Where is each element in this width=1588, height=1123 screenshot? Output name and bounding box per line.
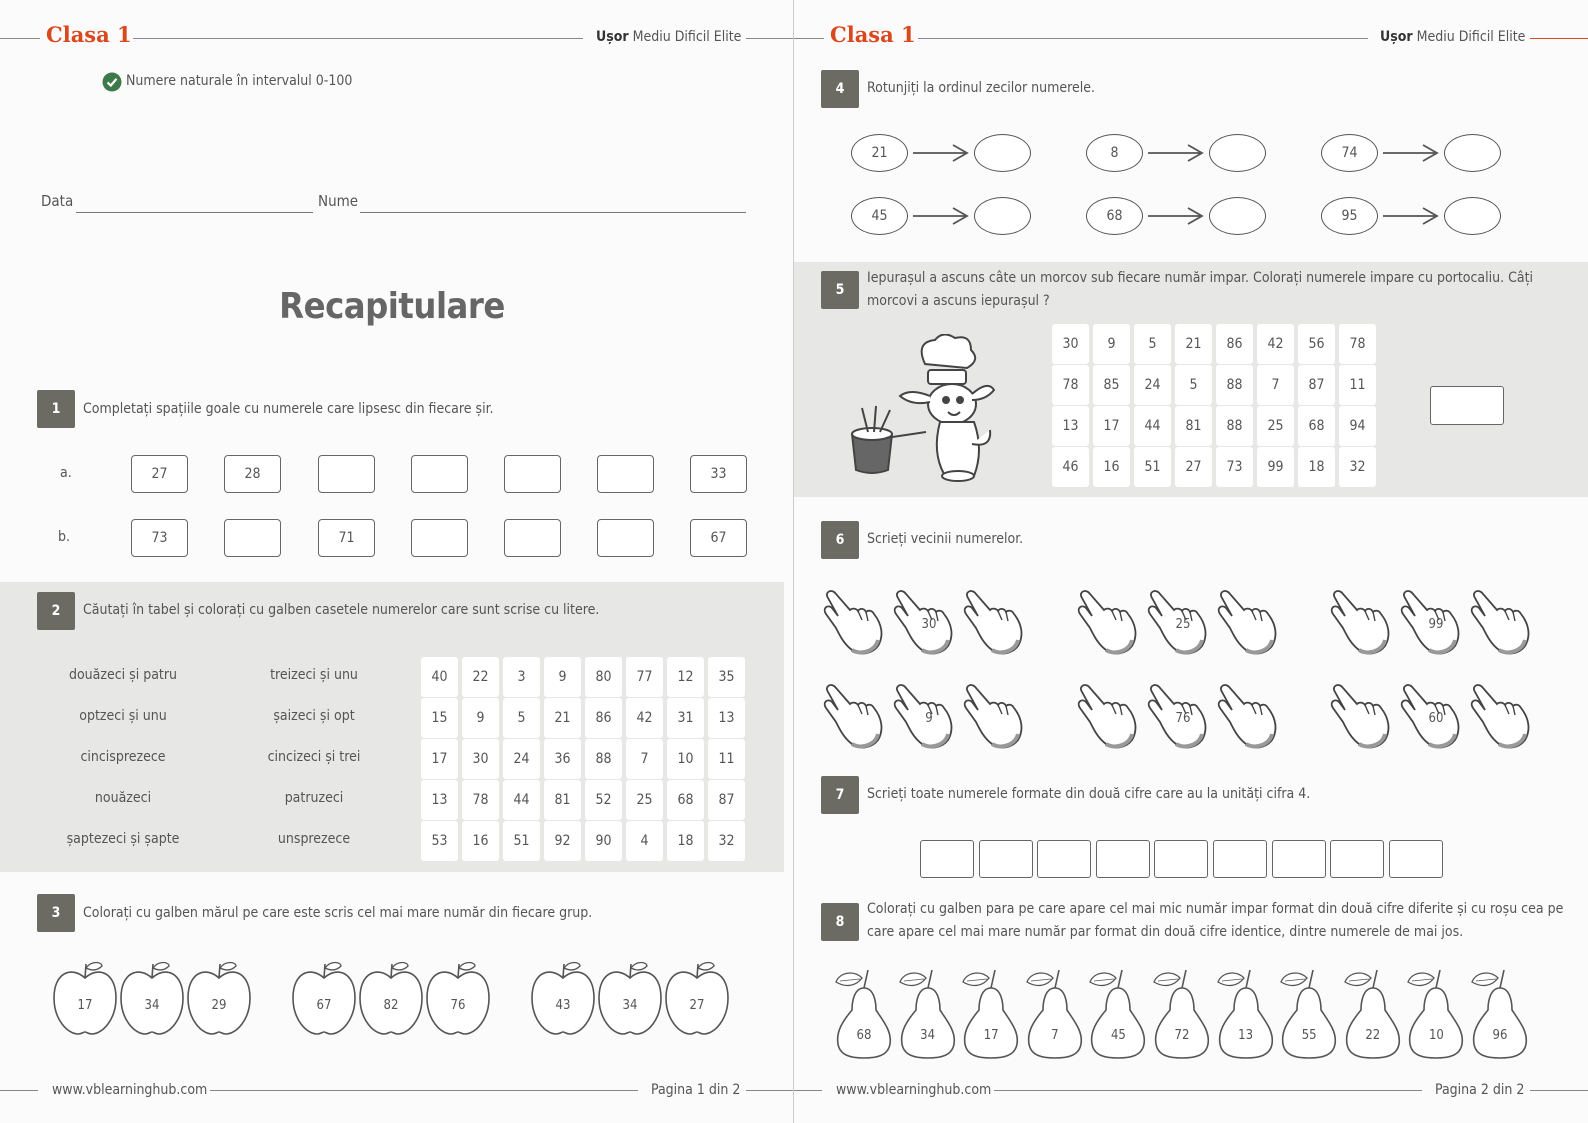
pear-item[interactable] bbox=[896, 968, 958, 1060]
sequence-blank-input[interactable] bbox=[224, 519, 281, 557]
difficulty-levels bbox=[596, 29, 741, 45]
number-grid-cell[interactable]: 42 bbox=[626, 698, 663, 738]
pear-item[interactable] bbox=[1023, 968, 1085, 1060]
level-selected: Ușor bbox=[1380, 29, 1413, 45]
header-rule bbox=[133, 38, 583, 39]
header-rule-left bbox=[794, 38, 824, 39]
number-grid-cell[interactable]: 17 bbox=[421, 739, 458, 779]
number-grid-cell[interactable]: 24 bbox=[503, 739, 540, 779]
row-b-label: b. bbox=[58, 529, 70, 545]
question-4-text: Rotunjiți la ordinul zecilor numerele. bbox=[867, 80, 1096, 96]
number-grid-cell[interactable]: 31 bbox=[667, 698, 704, 738]
name-field[interactable] bbox=[360, 212, 746, 213]
pear-number: 34 bbox=[920, 1028, 936, 1043]
arrow-icon bbox=[913, 143, 969, 163]
hand-blank-input[interactable] bbox=[1076, 684, 1138, 750]
row-a-label: a. bbox=[60, 465, 72, 481]
number-word: cincisprezece bbox=[80, 749, 166, 765]
number-grid-cell[interactable]: 99 bbox=[1257, 447, 1294, 487]
apple-number: 43 bbox=[555, 998, 571, 1013]
question-3-badge: 3 bbox=[37, 894, 75, 932]
pear-number: 96 bbox=[1492, 1028, 1508, 1043]
question-3-text: Colorați cu galben mărul pe care este scris cel mai mare număr din fiecare grup. bbox=[83, 905, 593, 921]
pear-number: 68 bbox=[856, 1028, 872, 1043]
header-rule-accent bbox=[1530, 38, 1588, 39]
date-label: Data bbox=[41, 192, 74, 210]
pear-item[interactable] bbox=[1468, 968, 1530, 1060]
answer-box-input[interactable] bbox=[1389, 840, 1443, 878]
number-grid-cell[interactable]: 87 bbox=[708, 780, 745, 820]
number-grid-cell[interactable]: 87 bbox=[1298, 365, 1335, 405]
name-label: Nume bbox=[318, 192, 359, 210]
sequence-number: 67 bbox=[690, 519, 747, 557]
pear-item[interactable] bbox=[1404, 968, 1466, 1060]
sequence-number: 73 bbox=[131, 519, 188, 557]
sequence-blank-input[interactable] bbox=[411, 455, 468, 493]
number-grid-cell[interactable]: 25 bbox=[1257, 406, 1294, 446]
apple-item[interactable] bbox=[530, 960, 596, 1038]
number-grid-cell[interactable]: 36 bbox=[544, 739, 581, 779]
apple-number: 67 bbox=[316, 998, 332, 1013]
number-grid-cell[interactable]: 16 bbox=[462, 821, 499, 861]
hand-blank-input[interactable] bbox=[1329, 684, 1391, 750]
question-6-badge: 6 bbox=[821, 521, 859, 559]
number-word: optzeci și unu bbox=[79, 708, 167, 724]
page-title: Recapitulare bbox=[279, 286, 505, 327]
apple-item[interactable] bbox=[186, 960, 252, 1038]
number-grid-cell[interactable]: 3 bbox=[503, 657, 540, 697]
question-5-text: Iepurașul a ascuns câte un morcov sub fiecare număr impar. Colorați numerele impare cu portocaliu. Câți morcovi a ascuns iepurașul ? bbox=[867, 270, 1534, 309]
number-grid-cell[interactable]: 32 bbox=[708, 821, 745, 861]
hand-number-icon bbox=[1146, 590, 1208, 656]
sequence-blank-input[interactable] bbox=[411, 519, 468, 557]
rounded-answer-input[interactable] bbox=[974, 197, 1031, 235]
number-word: șaptezeci și șapte bbox=[66, 831, 180, 847]
header-rule bbox=[918, 38, 1368, 39]
pear-item[interactable] bbox=[1341, 968, 1403, 1060]
worksheet-page-2 bbox=[794, 0, 1588, 1123]
rounded-answer-input[interactable] bbox=[1209, 134, 1266, 172]
number-grid-cell[interactable]: 81 bbox=[1175, 406, 1212, 446]
number-grid-cell[interactable]: 78 bbox=[462, 780, 499, 820]
footer-site[interactable]: www.vblearninghub.com bbox=[836, 1082, 992, 1098]
number-word: douăzeci și patru bbox=[68, 667, 178, 683]
footer-rule bbox=[210, 1090, 638, 1091]
hand-blank-input[interactable] bbox=[1329, 590, 1391, 656]
number-grid-cell[interactable]: 9 bbox=[462, 698, 499, 738]
hand-number: 30 bbox=[921, 617, 937, 632]
apple-item[interactable] bbox=[52, 960, 118, 1038]
pear-item[interactable] bbox=[1277, 968, 1339, 1060]
hand-blank-input[interactable] bbox=[962, 684, 1024, 750]
apple-item[interactable] bbox=[425, 960, 491, 1038]
sequence-number: 33 bbox=[690, 455, 747, 493]
number-grid-cell[interactable]: 85 bbox=[1093, 365, 1130, 405]
number-word: treizeci și unu bbox=[270, 667, 358, 683]
number-grid-cell[interactable]: 80 bbox=[585, 657, 622, 697]
number-grid-cell[interactable]: 18 bbox=[1298, 447, 1335, 487]
grade-title: Clasa 1 bbox=[46, 22, 132, 47]
number-grid-cell[interactable]: 5 bbox=[503, 698, 540, 738]
apple-item[interactable] bbox=[597, 960, 663, 1038]
footer-rule-right bbox=[1530, 1090, 1588, 1091]
pear-item[interactable] bbox=[1150, 968, 1212, 1060]
pear-number: 10 bbox=[1428, 1028, 1444, 1043]
hand-number-icon bbox=[892, 590, 954, 656]
pear-item[interactable] bbox=[1086, 968, 1148, 1060]
grade-title: Clasa 1 bbox=[830, 22, 916, 47]
answer-box-input[interactable] bbox=[979, 840, 1033, 878]
number-grid-cell[interactable]: 5 bbox=[1134, 324, 1171, 364]
number-grid-cell[interactable]: 15 bbox=[421, 698, 458, 738]
round-source-number: 68 bbox=[1086, 197, 1143, 235]
number-grid-cell[interactable]: 22 bbox=[462, 657, 499, 697]
number-word: patruzeci bbox=[284, 790, 344, 806]
apple-number: 34 bbox=[144, 998, 160, 1013]
number-grid-cell[interactable]: 25 bbox=[626, 780, 663, 820]
hand-number-icon bbox=[892, 684, 954, 750]
answer-box-input[interactable] bbox=[1154, 840, 1208, 878]
topic-label: Numere naturale în intervalul 0-100 bbox=[126, 73, 353, 89]
hand-number-icon bbox=[1399, 590, 1461, 656]
number-grid-cell[interactable]: 78 bbox=[1339, 324, 1376, 364]
number-grid-cell[interactable]: 68 bbox=[667, 780, 704, 820]
number-grid-cell[interactable]: 44 bbox=[503, 780, 540, 820]
rounded-answer-input[interactable] bbox=[1444, 197, 1501, 235]
answer-box-input[interactable] bbox=[920, 840, 974, 878]
number-grid-cell[interactable]: 42 bbox=[1257, 324, 1294, 364]
number-grid-cell[interactable]: 5 bbox=[1175, 365, 1212, 405]
pear-number: 72 bbox=[1174, 1028, 1190, 1043]
number-grid-cell[interactable]: 16 bbox=[1093, 447, 1130, 487]
number-grid-cell[interactable]: 4 bbox=[626, 821, 663, 861]
footer-rule-right bbox=[746, 1090, 794, 1091]
hand-blank-input[interactable] bbox=[962, 590, 1024, 656]
question-8-text: Colorați cu galben para pe care apare cel mai mic număr impar format din două cifre diferite și cu roșu cea pe care apare cel mai mare număr par format din două cifre identice, dintre numerele de mai jos. bbox=[867, 901, 1564, 940]
sequence-blank-input[interactable] bbox=[597, 519, 654, 557]
apple-number: 17 bbox=[77, 998, 93, 1013]
number-grid-cell[interactable]: 32 bbox=[1339, 447, 1376, 487]
apple-item[interactable] bbox=[291, 960, 357, 1038]
number-grid-cell[interactable]: 44 bbox=[1134, 406, 1171, 446]
number-grid-cell[interactable]: 30 bbox=[1052, 324, 1089, 364]
number-grid-cell[interactable]: 46 bbox=[1052, 447, 1089, 487]
sequence-blank-input[interactable] bbox=[504, 519, 561, 557]
pear-number: 45 bbox=[1110, 1028, 1126, 1043]
number-grid-cell[interactable]: 88 bbox=[1216, 365, 1253, 405]
question-2-text: Căutați în tabel și colorați cu galben casetele numerelor care sunt scrise cu litere. bbox=[83, 602, 600, 618]
number-grid-cell[interactable]: 27 bbox=[1175, 447, 1212, 487]
sequence-number: 28 bbox=[224, 455, 281, 493]
round-source-number: 21 bbox=[851, 134, 908, 172]
hand-number-icon bbox=[1146, 684, 1208, 750]
pear-number: 55 bbox=[1301, 1028, 1317, 1043]
number-grid-cell[interactable]: 7 bbox=[626, 739, 663, 779]
number-grid-cell[interactable]: 78 bbox=[1052, 365, 1089, 405]
number-grid-cell[interactable]: 81 bbox=[544, 780, 581, 820]
question-6-text: Scrieți vecinii numerelor. bbox=[867, 531, 1024, 547]
question-7-badge: 7 bbox=[821, 776, 859, 814]
hand-number-icon bbox=[1399, 684, 1461, 750]
header-rule-right bbox=[746, 38, 794, 39]
question-2-badge: 2 bbox=[37, 592, 75, 630]
arrow-icon bbox=[1383, 206, 1439, 226]
hand-number: 60 bbox=[1428, 711, 1444, 726]
sequence-number: 71 bbox=[318, 519, 375, 557]
number-grid-cell[interactable]: 11 bbox=[1339, 365, 1376, 405]
number-grid-cell[interactable]: 51 bbox=[503, 821, 540, 861]
hand-blank-input[interactable] bbox=[1076, 590, 1138, 656]
hand-blank-input[interactable] bbox=[822, 684, 884, 750]
answer-box-input[interactable] bbox=[1096, 840, 1150, 878]
arrow-icon bbox=[1148, 206, 1204, 226]
number-grid-cell[interactable]: 90 bbox=[585, 821, 622, 861]
check-icon bbox=[102, 72, 122, 92]
level-selected: Ușor bbox=[596, 29, 629, 45]
footer-rule bbox=[994, 1090, 1422, 1091]
number-grid-cell[interactable]: 21 bbox=[544, 698, 581, 738]
number-grid-cell[interactable]: 12 bbox=[667, 657, 704, 697]
footer-page-number: Pagina 2 din 2 bbox=[1435, 1082, 1525, 1098]
hand-number: 25 bbox=[1175, 617, 1191, 632]
footer-rule-left bbox=[0, 1090, 38, 1091]
pear-item[interactable] bbox=[1214, 968, 1276, 1060]
number-grid-cell[interactable]: 68 bbox=[1298, 406, 1335, 446]
bunny-chef-illustration bbox=[850, 334, 1010, 486]
number-grid-cell[interactable]: 13 bbox=[421, 780, 458, 820]
number-grid-cell[interactable]: 30 bbox=[462, 739, 499, 779]
number-grid-cell[interactable]: 40 bbox=[421, 657, 458, 697]
hand-number: 99 bbox=[1428, 617, 1444, 632]
number-grid-cell[interactable]: 88 bbox=[1216, 406, 1253, 446]
number-grid-cell[interactable]: 13 bbox=[708, 698, 745, 738]
difficulty-levels bbox=[1380, 29, 1525, 45]
number-grid-cell[interactable]: 21 bbox=[1175, 324, 1212, 364]
number-grid-cell[interactable]: 73 bbox=[1216, 447, 1253, 487]
number-grid-cell[interactable]: 18 bbox=[667, 821, 704, 861]
question-1-badge: 1 bbox=[37, 390, 75, 428]
question-8-badge: 8 bbox=[821, 903, 859, 941]
question-1-text: Completați spațiile goale cu numerele care lipsesc din fiecare șir. bbox=[83, 401, 494, 417]
number-grid-cell[interactable]: 13 bbox=[1052, 406, 1089, 446]
apple-item[interactable] bbox=[358, 960, 424, 1038]
rounded-answer-input[interactable] bbox=[1209, 197, 1266, 235]
answer-box-input[interactable] bbox=[1213, 840, 1267, 878]
apple-item[interactable] bbox=[119, 960, 185, 1038]
number-grid-cell[interactable]: 53 bbox=[421, 821, 458, 861]
pear-number: 13 bbox=[1238, 1028, 1254, 1043]
pear-item[interactable] bbox=[959, 968, 1021, 1060]
number-grid-cell[interactable]: 94 bbox=[1339, 406, 1376, 446]
number-grid-cell[interactable]: 17 bbox=[1093, 406, 1130, 446]
apple-number: 29 bbox=[211, 998, 227, 1013]
apple-number: 76 bbox=[450, 998, 466, 1013]
hand-blank-input[interactable] bbox=[1216, 684, 1278, 750]
number-word: cincizeci și trei bbox=[267, 749, 361, 765]
number-grid-cell[interactable]: 9 bbox=[1093, 324, 1130, 364]
answer-box-input[interactable] bbox=[1272, 840, 1326, 878]
apple-number: 34 bbox=[622, 998, 638, 1013]
hand-number: 76 bbox=[1175, 711, 1191, 726]
number-grid-cell[interactable]: 77 bbox=[626, 657, 663, 697]
sequence-blank-input[interactable] bbox=[318, 455, 375, 493]
number-word: unsprezece bbox=[277, 831, 351, 847]
question-4-badge: 4 bbox=[821, 70, 859, 108]
number-grid-cell[interactable]: 35 bbox=[708, 657, 745, 697]
answer-box-input[interactable] bbox=[1037, 840, 1091, 878]
level-others: Mediu Dificil Elite bbox=[1416, 29, 1526, 45]
question-7-text: Scrieți toate numerele formate din două cifre care au la unități cifra 4. bbox=[867, 786, 1311, 802]
hand-blank-input[interactable] bbox=[1216, 590, 1278, 656]
rounded-answer-input[interactable] bbox=[1444, 134, 1501, 172]
arrow-icon bbox=[1383, 143, 1439, 163]
arrow-icon bbox=[1148, 143, 1204, 163]
hand-blank-input[interactable] bbox=[1469, 684, 1531, 750]
round-source-number: 74 bbox=[1321, 134, 1378, 172]
sequence-blank-input[interactable] bbox=[597, 455, 654, 493]
header-rule-left bbox=[0, 38, 40, 39]
number-grid-cell[interactable]: 9 bbox=[544, 657, 581, 697]
footer-page-number: Pagina 1 din 2 bbox=[651, 1082, 741, 1098]
number-grid-cell[interactable]: 11 bbox=[708, 739, 745, 779]
pear-number: 7 bbox=[1051, 1028, 1059, 1043]
footer-site[interactable]: www.vblearninghub.com bbox=[52, 1082, 208, 1098]
hand-blank-input[interactable] bbox=[822, 590, 884, 656]
number-grid-cell[interactable]: 51 bbox=[1134, 447, 1171, 487]
sequence-blank-input[interactable] bbox=[504, 455, 561, 493]
sequence-number: 27 bbox=[131, 455, 188, 493]
date-field[interactable] bbox=[76, 212, 313, 213]
level-others: Mediu Dificil Elite bbox=[632, 29, 742, 45]
round-source-number: 95 bbox=[1321, 197, 1378, 235]
number-grid-cell[interactable]: 24 bbox=[1134, 365, 1171, 405]
hand-number: 9 bbox=[925, 711, 933, 726]
number-grid-cell[interactable]: 86 bbox=[1216, 324, 1253, 364]
footer-rule-left bbox=[794, 1090, 822, 1091]
apple-number: 27 bbox=[689, 998, 705, 1013]
apple-item[interactable] bbox=[664, 960, 730, 1038]
number-grid-cell[interactable]: 52 bbox=[585, 780, 622, 820]
pear-number: 22 bbox=[1365, 1028, 1381, 1043]
question-5-badge: 5 bbox=[821, 271, 859, 309]
number-grid-cell[interactable]: 7 bbox=[1257, 365, 1294, 405]
rounded-answer-input[interactable] bbox=[974, 134, 1031, 172]
number-grid-cell[interactable]: 92 bbox=[544, 821, 581, 861]
pear-number: 17 bbox=[983, 1028, 999, 1043]
number-grid-cell[interactable]: 88 bbox=[585, 739, 622, 779]
apple-number: 82 bbox=[383, 998, 399, 1013]
round-source-number: 45 bbox=[851, 197, 908, 235]
carrot-count-answer-box[interactable] bbox=[1430, 386, 1504, 425]
hand-blank-input[interactable] bbox=[1469, 590, 1531, 656]
number-grid-cell[interactable]: 10 bbox=[667, 739, 704, 779]
pear-item[interactable] bbox=[832, 968, 894, 1060]
number-grid-cell[interactable]: 86 bbox=[585, 698, 622, 738]
answer-box-input[interactable] bbox=[1330, 840, 1384, 878]
arrow-icon bbox=[913, 206, 969, 226]
number-word: nouăzeci bbox=[94, 790, 152, 806]
number-grid-cell[interactable]: 56 bbox=[1298, 324, 1335, 364]
round-source-number: 8 bbox=[1086, 134, 1143, 172]
number-word: șaizeci și opt bbox=[273, 708, 355, 724]
